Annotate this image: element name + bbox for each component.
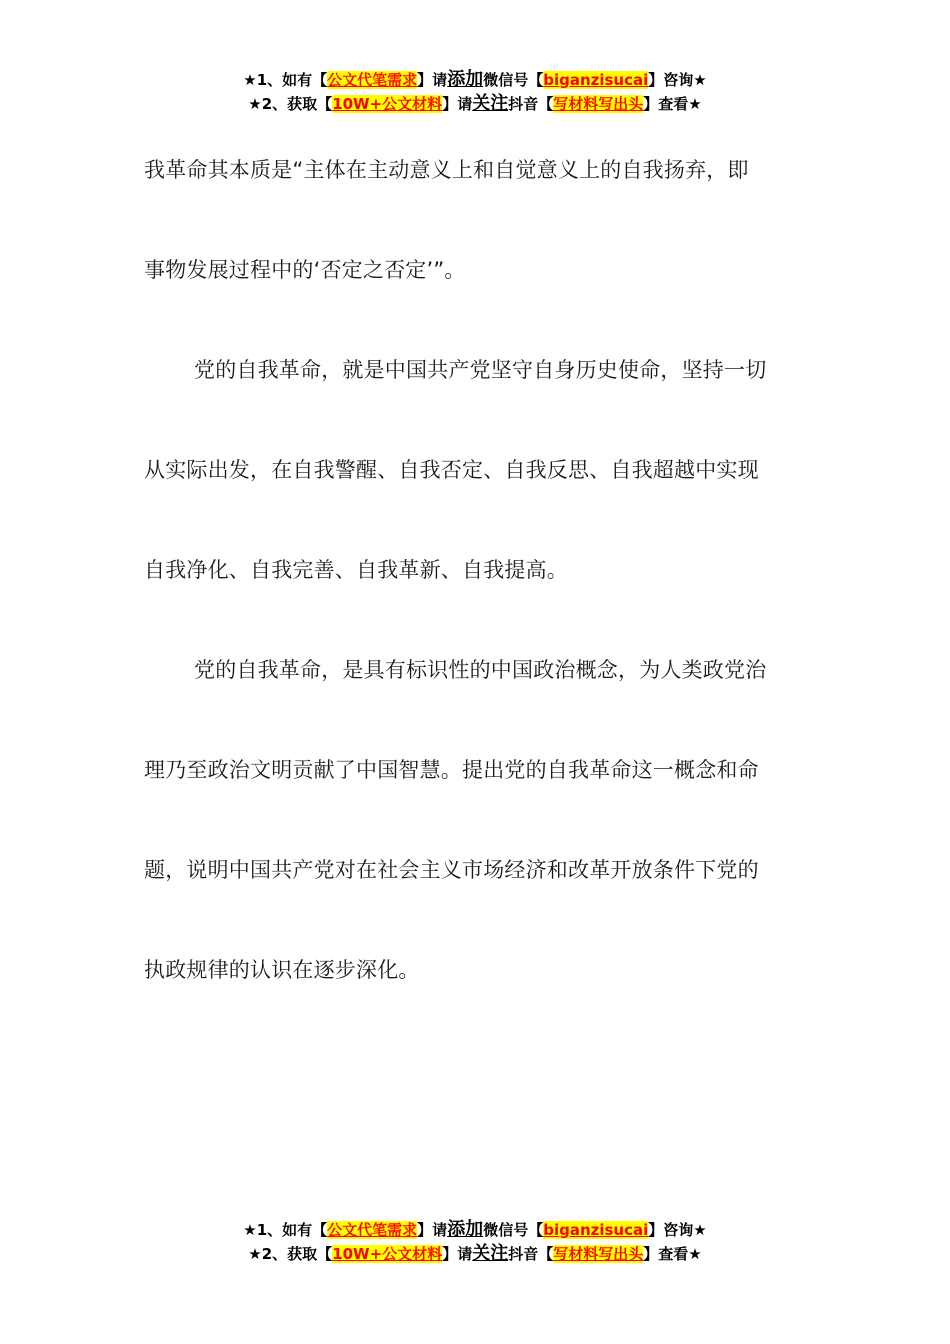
highlight-service: 公文代笔需求 <box>327 71 418 89</box>
text: 】咨询★ <box>648 1221 707 1239</box>
highlight-wechat-id: biganzisucai <box>543 71 649 89</box>
text: 】咨询★ <box>648 71 707 89</box>
footer-line-1 <box>0 1218 950 1242</box>
text: ★2、获取【 <box>248 95 333 113</box>
text: ★1、如有【 <box>243 1221 328 1239</box>
text: 】查看★ <box>643 95 702 113</box>
text: 】请 <box>442 1245 473 1263</box>
highlight-wechat-id: biganzisucai <box>543 1221 649 1239</box>
body-line: 执政规律的认识在逐步深化。 <box>144 958 420 982</box>
text: ★2、获取【 <box>248 1245 333 1263</box>
header-banner <box>0 68 950 116</box>
paragraph-start: 党的自我革命，就是中国共产党坚守自身历史使命，坚持一切 <box>194 358 767 382</box>
text: 微信号【 <box>483 71 544 89</box>
footer-banner <box>0 1218 950 1266</box>
body-line: 从实际出发，在自我警醒、自我否定、自我反思、自我超越中实现 <box>144 458 759 482</box>
header-line-2 <box>0 92 950 116</box>
emphasis-follow: 关注 <box>472 1243 509 1264</box>
header-line-1 <box>0 68 950 92</box>
paragraph-start: 党的自我革命，是具有标识性的中国政治概念，为人类政党治 <box>194 658 767 682</box>
footer-line-2 <box>0 1242 950 1266</box>
text: 抖音【 <box>508 1245 554 1263</box>
text: 微信号【 <box>483 1221 544 1239</box>
text: 】请 <box>417 71 448 89</box>
text: 】查看★ <box>643 1245 702 1263</box>
body-line: 我革命其本质是“主体在主动意义上和自觉意义上的自我扬弃，即 <box>144 158 749 182</box>
highlight-materials: 10W+公文材料 <box>332 95 443 113</box>
body-line: 理乃至政治文明贡献了中国智慧。提出党的自我革命这一概念和命 <box>144 758 759 782</box>
highlight-service: 公文代笔需求 <box>327 1221 418 1239</box>
body-line: 题，说明中国共产党对在社会主义市场经济和改革开放条件下党的 <box>144 858 759 882</box>
text: ★1、如有【 <box>243 71 328 89</box>
body-line: 事物发展过程中的‘否定之否定’”。 <box>144 258 466 282</box>
document-body <box>144 120 806 1020</box>
text: 】请 <box>417 1221 448 1239</box>
body-line: 自我净化、自我完善、自我革新、自我提高。 <box>144 558 568 582</box>
text: 】请 <box>442 95 473 113</box>
emphasis-follow: 关注 <box>472 93 509 114</box>
highlight-materials: 10W+公文材料 <box>332 1245 443 1263</box>
emphasis-add: 添加 <box>447 69 484 90</box>
highlight-douyin: 写材料写出头 <box>553 1245 644 1263</box>
emphasis-add: 添加 <box>447 1219 484 1240</box>
highlight-douyin: 写材料写出头 <box>553 95 644 113</box>
text: 抖音【 <box>508 95 554 113</box>
